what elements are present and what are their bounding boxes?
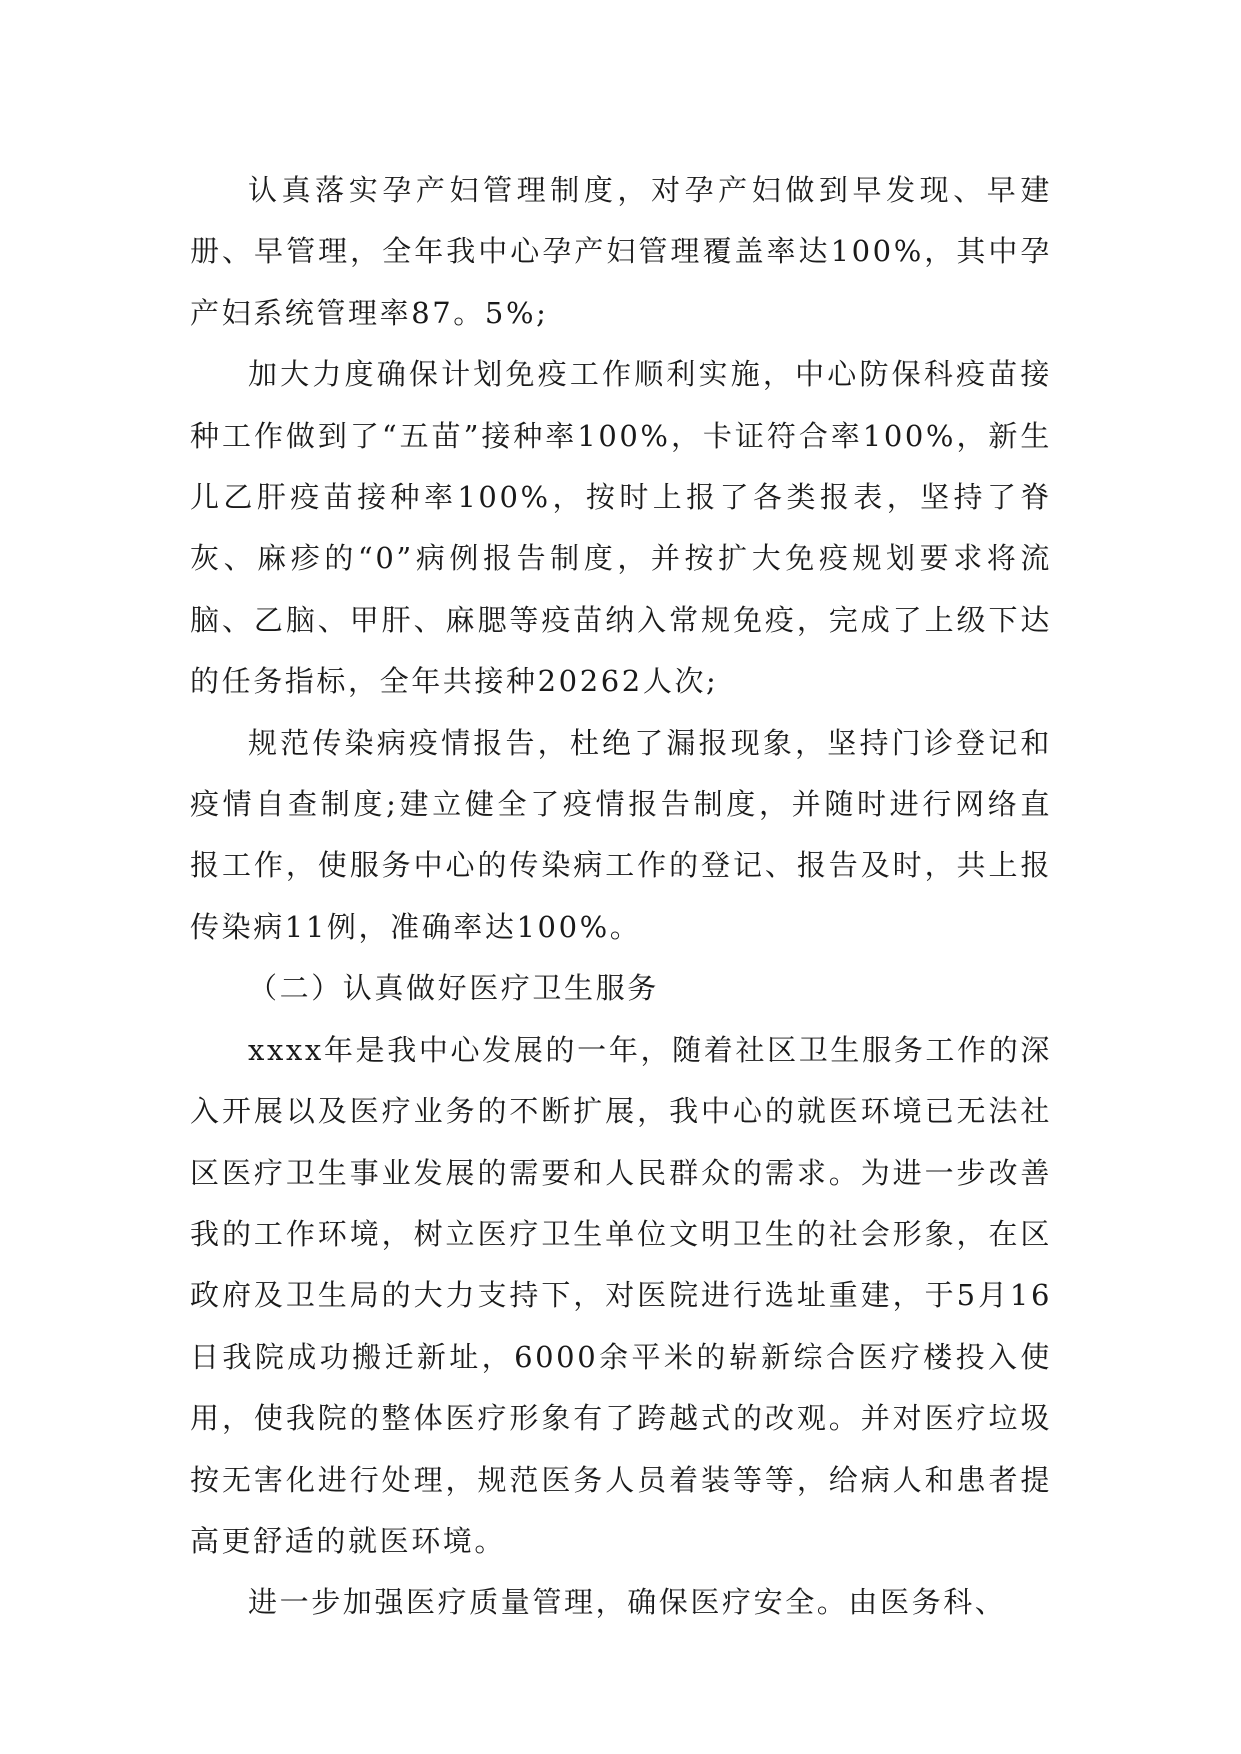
paragraph-maternal-management: 认真落实孕产妇管理制度，对孕产妇做到早发现、早建册、早管理，全年我中心孕产妇管理覆盖率达100%，其中孕产妇系统管理率87。5%;	[190, 173, 1052, 330]
paragraph-quality-management: 进一步加强医疗质量管理，确保医疗安全。由医务科、	[248, 1585, 1007, 1620]
paragraph-immunization: 加大力度确保计划免疫工作顺利实施，中心防保科疫苗接种工作做到了“五苗”接种率100%，卡证符合率100%，新生儿乙肝疫苗接种率100%，按时上报了各类报表，坚持了脊灰、麻疹的“0”病例报告制度，并按扩大免疫规划要求将流脑、乙脑、甲肝、麻腮等疫苗纳入常规免疫，完成了上级下达的任务指标，全年共接种20262人次;	[190, 357, 1052, 699]
paragraph-infectious-disease-report: 规范传染病疫情报告，杜绝了漏报现象，坚持门诊登记和疫情自查制度;建立健全了疫情报告制度，并随时进行网络直报工作，使服务中心的传染病工作的登记、报告及时，共上报传染病11例，准确率达100%。	[190, 725, 1052, 944]
document-body	[190, 160, 1052, 1634]
paragraph-medical-environment: xxxx年是我中心发展的一年，随着社区卫生服务工作的深入开展以及医疗业务的不断扩展，我中心的就医环境已无法社区医疗卫生事业发展的需要和人民群众的需求。为进一步改善我的工作环境，树立医疗卫生单位文明卫生的社会形象，在区政府及卫生局的大力支持下，对医院进行选址重建，于5月16日我院成功搬迁新址，6000余平米的崭新综合医疗楼投入使用，使我院的整体医疗形象有了跨越式的改观。并对医疗垃圾按无害化进行处理，规范医务人员着装等等，给病人和患者提高更舒适的就医环境。	[190, 1032, 1052, 1558]
section-heading: （二）认真做好医疗卫生服务	[248, 971, 659, 1006]
